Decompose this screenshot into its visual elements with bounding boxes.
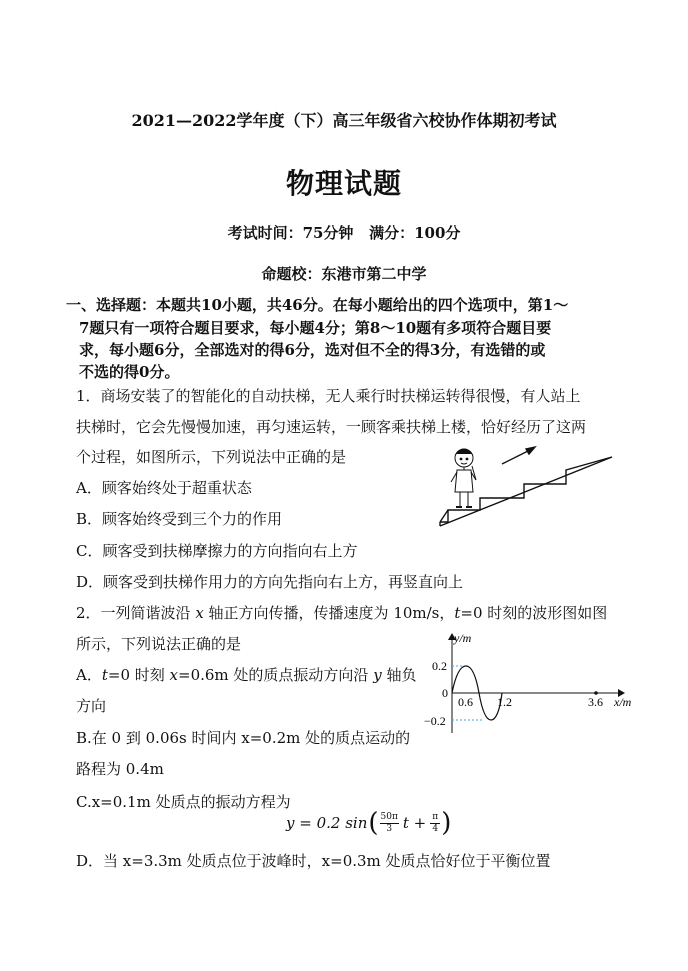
wave-graph — [420, 628, 638, 738]
q1-option-a: A．顾客始终处于超重状态 — [76, 479, 252, 497]
y-axis-label: y/m — [454, 631, 472, 645]
q1-option-c: C．顾客受到扶梯摩擦力的方向指向右上方 — [76, 542, 358, 560]
direction-arrow-icon — [502, 447, 535, 464]
q2-a-var-x: x — [169, 666, 178, 684]
q2-var-x: x — [195, 604, 204, 622]
q2-stem-1b: 轴正方向传播，传播速度为 10m/s， — [203, 604, 455, 622]
tick-x-0-6: 0.6 — [458, 695, 473, 709]
q2-option-a-line-2: 方向 — [76, 697, 107, 715]
q2-var-t: t — [454, 604, 461, 622]
q2-stem-1a: 2．一列简谐波沿 — [76, 604, 196, 622]
q1-option-d: D．顾客受到扶梯作用力的方向先指向右上方，再竖直向上 — [76, 573, 464, 591]
q1-stem-line-1: 1．商场安装了的智能化的自动扶梯，无人乘行时扶梯运转得很慢，有人站上 — [76, 387, 581, 405]
time-label: 考试时间：75分钟 — [227, 224, 354, 242]
subject-title: 物理试题 — [285, 167, 402, 200]
q2-a-part-d: 轴负 — [381, 666, 417, 684]
tick-x-3-6: 3.6 — [588, 695, 603, 709]
q2-option-c-formula: y = 0.2 sin ( $\frac{50\pi}{3}$ t + $\frac{\pi}{4}$ ) — [286, 808, 452, 838]
fraction-2-numerator: π — [432, 811, 439, 822]
formula-fraction-1 — [380, 812, 399, 835]
q2-a-prefix: A． — [76, 666, 102, 684]
q2-stem-line-1 — [76, 602, 607, 623]
x-axis-label: x/m — [614, 695, 632, 709]
q2-stem-1c: =0 时刻的波形图如图 — [460, 604, 608, 622]
q1-stem-line-3: 个过程，如图所示，下列说法中正确的是 — [76, 448, 347, 466]
q2-stem-line-2: 所示，下列说法正确的是 — [76, 635, 242, 653]
school-label: 命题校：东港市第二中学 — [261, 265, 427, 283]
exam-info — [0, 222, 688, 243]
q1-option-b: B．顾客始终受到三个力的作用 — [76, 510, 283, 528]
section1-line-2: 7题只有一项符合题目要求，每小题4分；第8～10题有多项符合题目要 — [79, 319, 552, 337]
score-label: 满分：100分 — [369, 224, 461, 242]
q2-a-part-b: =0 时刻 — [107, 666, 170, 684]
tick-y-pos: 0.2 — [432, 659, 447, 673]
fraction-1-denominator: 3 — [386, 823, 393, 834]
q2-option-b-line-1: B.在 0 到 0.06s 时间内 x=0.2m 处的质点运动的 — [76, 729, 411, 747]
q1-stem-line-2: 扶梯时，它会先慢慢加速，再匀速运转，一顾客乘扶梯上楼，恰好经历了这两 — [76, 418, 587, 436]
exam-title: 2021—2022学年度（下）高三年级省六校协作体期初考试 — [131, 111, 557, 130]
q2-option-d: D．当 x=3.3m 处质点位于波峰时，x=0.3m 处质点恰好位于平衡位置 — [76, 852, 551, 870]
q2-a-part-c: =0.6m 处的质点振动方向沿 — [178, 666, 374, 684]
formula-mid: t + — [402, 814, 427, 832]
q2-a-var-t: t — [101, 666, 108, 684]
girl-figure-icon — [451, 449, 476, 507]
fraction-1-numerator: 50π — [380, 811, 398, 822]
tick-y-neg: −0.2 — [424, 714, 446, 728]
q2-option-b-line-2: 路程为 0.4m — [76, 760, 164, 778]
formula-left: y = 0.2 sin — [286, 814, 368, 832]
escalator-figure — [438, 440, 616, 532]
q2-option-a-line-1 — [76, 664, 416, 685]
section1-line-4: 不选的得0分。 — [79, 363, 180, 381]
formula-fraction-2 — [430, 812, 440, 835]
q2-option-c-line-1: C.x=0.1m 处质点的振动方程为 — [76, 793, 291, 811]
tick-x-1-2: 1.2 — [497, 695, 512, 709]
section1-line-3: 求，每小题6分，全部选对的得6分，选对但不全的得3分，有选错的或 — [79, 341, 546, 359]
fraction-2-denominator: 4 — [432, 823, 439, 834]
q2-a-var-y: y — [373, 666, 382, 684]
section1-line-1: 一、选择题：本题共10小题，共46分。在每小题给出的四个选项中，第1～ — [66, 296, 569, 314]
tick-origin: 0 — [442, 686, 448, 700]
